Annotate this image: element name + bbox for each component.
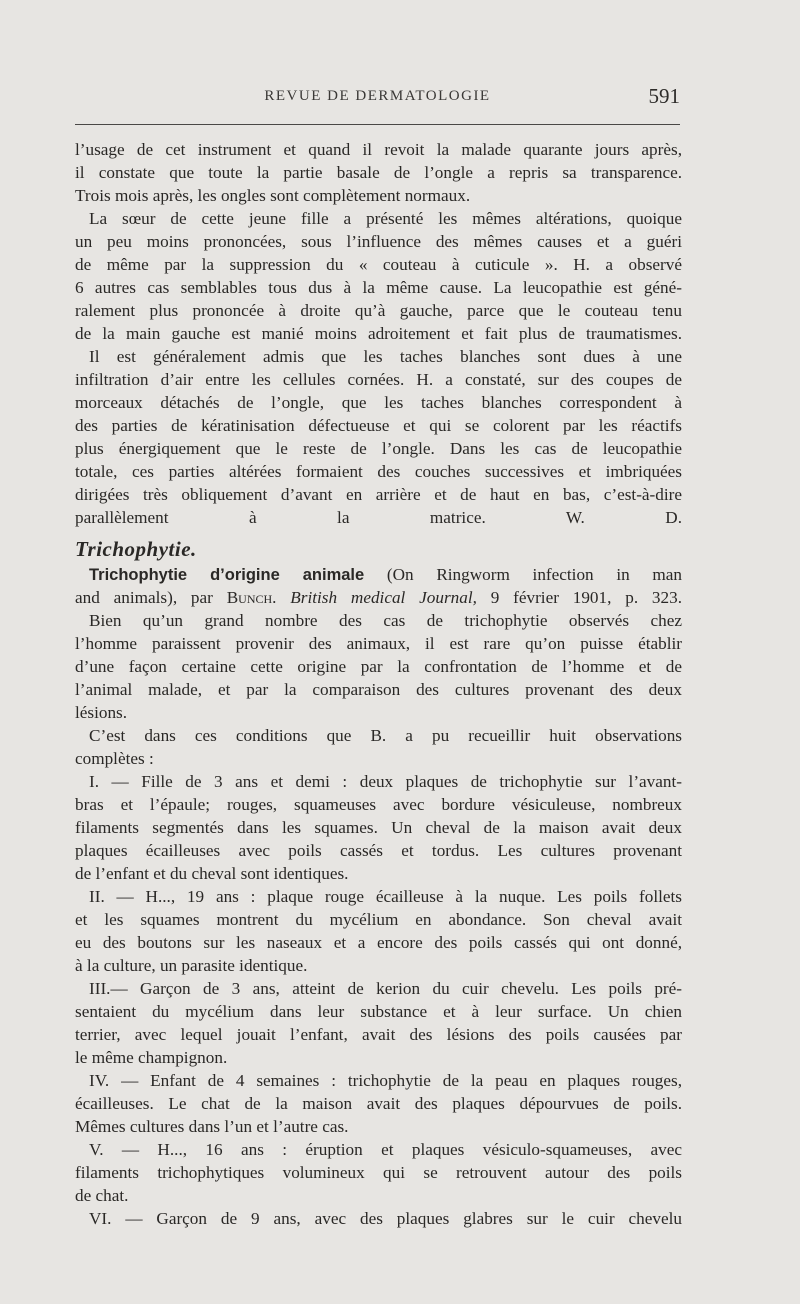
text-line: dirigées très obliquement d’avant en arrière et de haut en bas, c’est-à-dire: [75, 485, 682, 504]
page-number: 591: [648, 84, 680, 108]
text-line: III.— Garçon de 3 ans, atteint de kerion du cuir chevelu. Les poils pré-: [89, 979, 682, 998]
running-title: REVUE DE DERMATOLOGIE: [264, 88, 491, 104]
text-line: d’une façon certaine cette origine par la confrontation de l’homme et de: [75, 657, 682, 676]
text-line: totale, ces parties altérées formaient des couches successives et imbriquées: [75, 462, 682, 481]
paragraph: [75, 207, 682, 345]
text-line: filaments trichophytiques volumineux qui se retrouvent autour des poils: [75, 1163, 682, 1182]
text-line: il constate que toute la partie basale de l’ongle a repris sa transparence.: [75, 163, 682, 182]
text-line: infiltration d’air entre les cellules cornées. H. a constaté, sur des coupes de: [75, 370, 682, 389]
text-line: à la culture, un parasite identique.: [75, 956, 308, 975]
paragraph: [75, 609, 682, 724]
section-heading: Trichophytie.: [75, 537, 197, 561]
text-line: terrier, avec lequel jouait l’enfant, avait des lésions des poils causées par: [75, 1025, 682, 1044]
text-line: le même champignon.: [75, 1048, 228, 1067]
article-title: Trichophytie d’origine animale: [89, 566, 365, 584]
text-line: C’est dans ces conditions que B. a pu recueillir huit observations: [89, 726, 682, 745]
observation-2: [75, 885, 682, 977]
text-line: VI. — Garçon de 9 ans, avec des plaques glabres sur le cuir chevelu: [89, 1209, 682, 1228]
observation-4: [75, 1069, 682, 1138]
citation-text: 9 février 1901, p. 323.: [476, 588, 683, 607]
text-line: un peu moins prononcées, sous l’influence des mêmes causes et a guéri: [75, 232, 682, 251]
text-line: La sœur de cette jeune fille a présenté les mêmes altérations, quoique: [89, 209, 682, 228]
text-line: [75, 586, 682, 609]
page-header: [75, 84, 680, 114]
text-line: de même par la suppression du « couteau à cuticule ». H. a observé: [75, 255, 682, 274]
text-line: des parties de kératinisation défectueuse et qui se colorent par les réactifs: [75, 416, 682, 435]
text-line: l’animal malade, et par la comparaison des cultures provenant des deux: [75, 680, 682, 699]
citation-text: .: [272, 588, 291, 607]
text-line: plus énergiquement que le reste de l’ongle. Dans les cas de leucopathie: [75, 439, 682, 458]
paragraph: [75, 345, 682, 529]
text-line: Bien qu’un grand nombre des cas de trichophytie observés chez: [89, 611, 682, 630]
text-line: de l’enfant et du cheval sont identiques.: [75, 864, 349, 883]
text-line: filaments segmentés dans les squames. Un cheval de la maison avait deux: [75, 818, 682, 837]
text-line: écailleuses. Le chat de la maison avait des plaques dépourvues de poils.: [75, 1094, 682, 1113]
text-line: sentaient du mycélium dans leur substance et à leur surface. Un chien: [75, 1002, 682, 1021]
paragraph: [75, 724, 682, 770]
text-line: [75, 563, 682, 586]
journal-name: British medical Journal,: [290, 588, 477, 607]
article-citation: [75, 563, 682, 609]
text-line: Mêmes cultures dans l’un et l’autre cas.: [75, 1117, 349, 1136]
header-rule: [75, 124, 680, 125]
text-line: morceaux détachés de l’ongle, que les taches blanches correspondent à: [75, 393, 682, 412]
paragraph: [75, 138, 682, 207]
author-name: Bunch: [226, 588, 273, 607]
text-line: ralement plus prononcée à droite qu’à gauche, parce que le couteau tenu: [75, 301, 682, 320]
text-line: I. — Fille de 3 ans et demi : deux plaques de trichophytie sur l’avant-: [89, 772, 682, 791]
citation-text: and animals), par: [75, 588, 227, 607]
text-line: eu des boutons sur les naseaux et a encore des poils cassés qui ont donné,: [75, 933, 682, 952]
text-line: de chat.: [75, 1186, 129, 1205]
text-line: IV. — Enfant de 4 semaines : trichophytie de la peau en plaques rouges,: [89, 1071, 682, 1090]
text-line: II. — H..., 19 ans : plaque rouge écailleuse à la nuque. Les poils follets: [89, 887, 682, 906]
text-line: complètes :: [75, 749, 154, 768]
text-line: bras et l’épaule; rouges, squameuses avec bordure vésiculeuse, nombreux: [75, 795, 682, 814]
text-line: de la main gauche est manié moins adroitement et fait plus de traumatismes.: [75, 324, 682, 343]
text-line: 6 autres cas semblables tous dus à la même cause. La leucopathie est géné-: [75, 278, 682, 297]
observation-5: [75, 1138, 682, 1207]
observation-6: [75, 1207, 682, 1230]
text-line: plaques écailleuses avec poils cassés et tordus. Les cultures provenant: [75, 841, 682, 860]
citation-text: (On Ringworm infection in man: [364, 565, 682, 584]
text-line: l’usage de cet instrument et quand il revoit la malade quarante jours après,: [75, 140, 682, 159]
body-text: [75, 138, 682, 1230]
observation-1: [75, 770, 682, 885]
observation-3: [75, 977, 682, 1069]
text-line: parallèlement à la matrice. W. D.: [75, 508, 682, 527]
text-line: Il est généralement admis que les taches blanches sont dues à une: [89, 347, 682, 366]
text-line: Trois mois après, les ongles sont complètement normaux.: [75, 186, 471, 205]
text-line: l’homme paraissent provenir des animaux, il est rare qu’on puisse établir: [75, 634, 682, 653]
text-line: V. — H..., 16 ans : éruption et plaques vésiculo-squameuses, avec: [89, 1140, 682, 1159]
text-line: lésions.: [75, 703, 128, 722]
text-line: et les squames montrent du mycélium en abondance. Son cheval avait: [75, 910, 682, 929]
